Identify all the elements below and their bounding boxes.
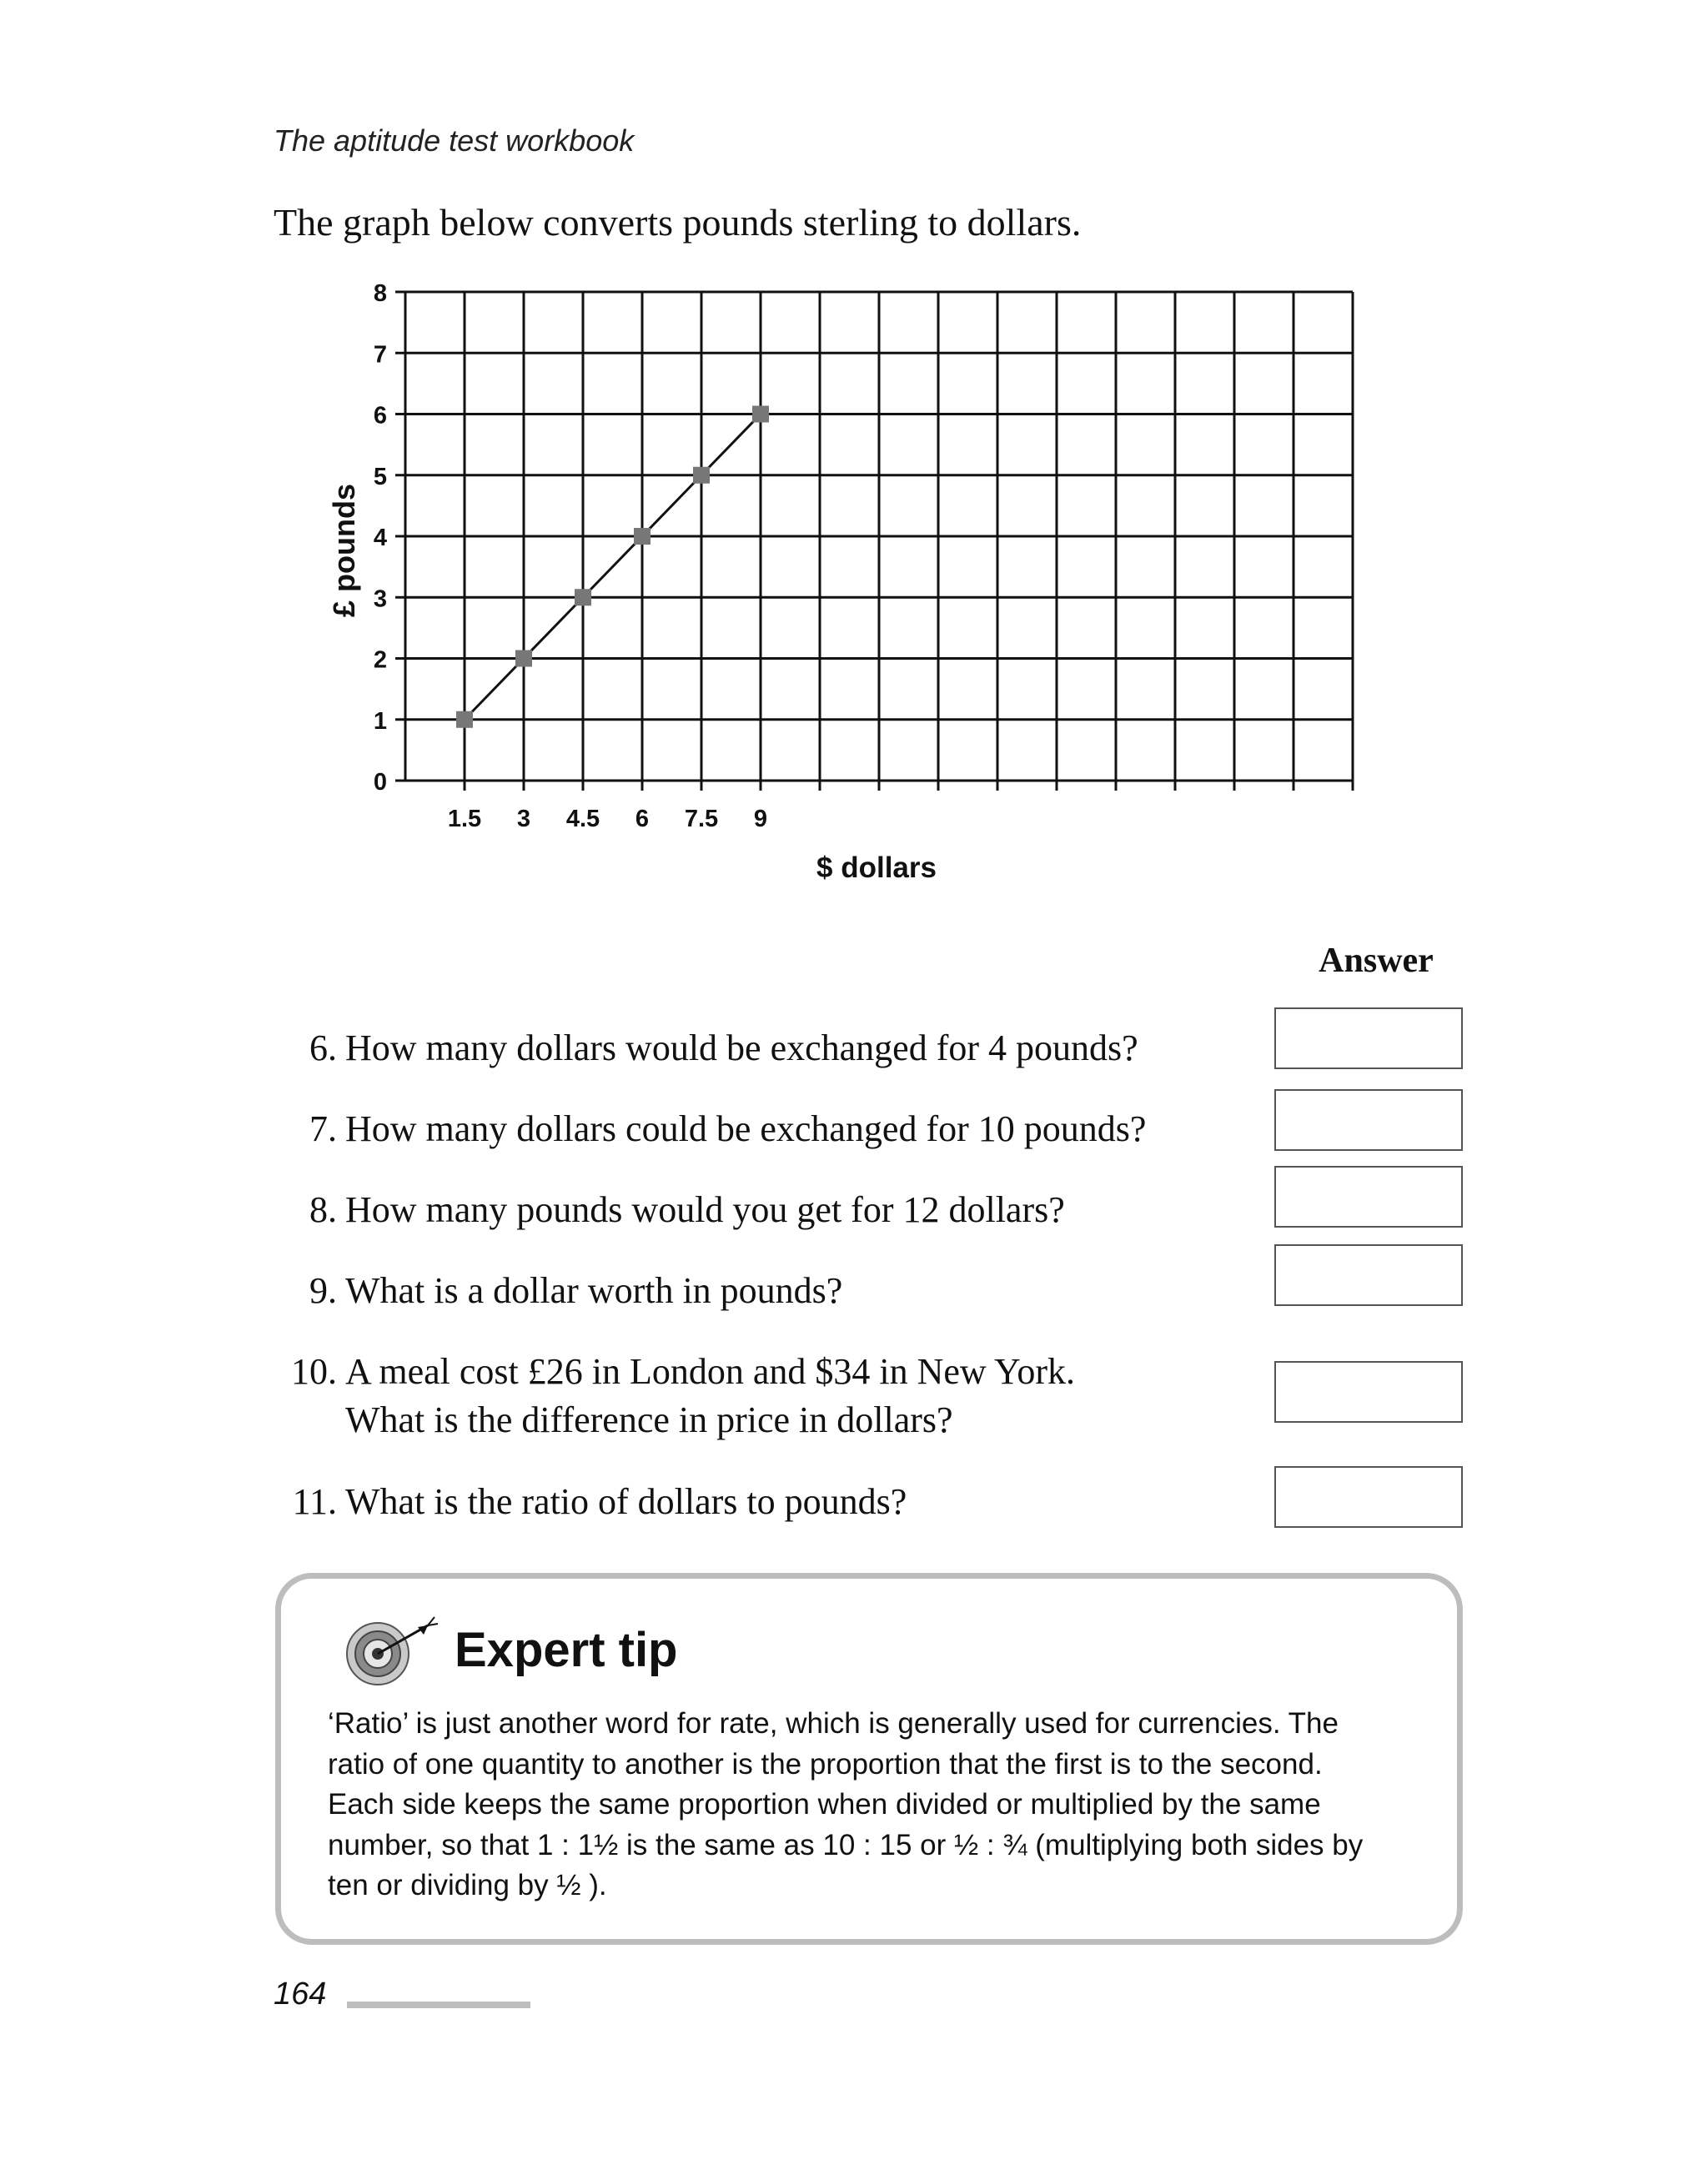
chart-series (456, 406, 769, 728)
x-tick-label: 7.5 (684, 806, 719, 832)
chart-y-axis-label: £ pounds (327, 484, 361, 617)
question-text: How many pounds would you get for 12 dollars? (345, 1189, 1065, 1230)
y-tick-label: 0 (373, 769, 387, 796)
tip-line: ten or dividing by ½ ). (328, 1869, 607, 1901)
question-number: 8. (309, 1189, 337, 1230)
intro-text: The graph below converts pounds sterling to dollars. (274, 201, 1082, 244)
question-number: 6. (309, 1027, 337, 1068)
question-text: What is the ratio of dollars to pounds? (345, 1481, 907, 1522)
question-text: What is a dollar worth in pounds? (345, 1270, 843, 1311)
data-point-marker (634, 528, 651, 545)
x-tick-label: 3 (516, 806, 531, 832)
question-text: A meal cost £26 in London and $34 in New York. (345, 1351, 1076, 1392)
footer-rule (347, 2002, 530, 2008)
question-number: 11. (292, 1481, 337, 1522)
chart-grid (405, 292, 1353, 781)
chart-ticks (374, 280, 1353, 832)
y-tick-label: 8 (373, 280, 387, 307)
tip-line: number, so that 1 : 1½ is the same as 10 : 15 or ½ : ¾ (multiplying both sides by (328, 1828, 1364, 1861)
question-11 (274, 1478, 1258, 1526)
expert-tip-box (275, 1573, 1463, 1945)
question-text: How many dollars could be exchanged for 10 pounds? (345, 1108, 1147, 1149)
answer-box-10[interactable] (1274, 1361, 1463, 1423)
tip-line: ratio of one quantity to another is the proportion that the first is to the second. (328, 1747, 1323, 1781)
x-tick-label: 1.5 (447, 806, 482, 832)
x-tick-label: 9 (753, 806, 768, 832)
y-tick-label: 6 (373, 402, 387, 429)
data-point-marker (752, 406, 769, 423)
y-tick-label: 4 (373, 525, 387, 551)
page-number: 164 (274, 1977, 327, 2012)
y-tick-label: 7 (373, 341, 387, 369)
y-tick-label: 5 (373, 463, 387, 490)
series-line (465, 414, 761, 720)
question-text: How many dollars would be exchanged for 4 pounds? (345, 1027, 1138, 1068)
question-number: 7. (309, 1108, 337, 1149)
data-point-marker (575, 589, 591, 605)
data-point-marker (693, 467, 710, 484)
tip-line: Each side keeps the same proportion when divided or multiplied by the same (328, 1788, 1321, 1821)
answer-box-9[interactable] (1274, 1244, 1463, 1306)
question-number: 10. (291, 1351, 337, 1392)
y-tick-label: 2 (373, 646, 387, 674)
question-6 (274, 1024, 1258, 1072)
question-8 (274, 1186, 1258, 1234)
running-head: The aptitude test workbook (274, 123, 635, 158)
y-tick-label: 3 (373, 585, 387, 613)
x-tick-label: 4.5 (565, 806, 600, 832)
chart-x-axis-label: $ dollars (816, 851, 937, 884)
data-point-marker (456, 711, 473, 728)
x-tick-label: 6 (635, 806, 650, 832)
question-9 (274, 1267, 1258, 1315)
question-number: 9. (309, 1270, 337, 1311)
question-text-line-2: What is the difference in price in dollars? (345, 1399, 953, 1440)
question-10 (274, 1348, 1258, 1396)
answer-box-6[interactable] (1274, 1007, 1463, 1069)
answer-box-11[interactable] (1274, 1466, 1463, 1528)
question-7 (274, 1105, 1258, 1153)
conversion-chart (0, 0, 1708, 917)
answer-box-7[interactable] (1274, 1089, 1463, 1151)
data-point-marker (515, 650, 532, 667)
answer-heading: Answer (1319, 942, 1434, 980)
tip-line: ‘Ratio’ is just another word for rate, which is generally used for currencies. The (328, 1707, 1339, 1740)
tip-body (328, 1704, 1437, 1906)
y-tick-label: 1 (373, 707, 387, 735)
tip-title: Expert tip (455, 1623, 678, 1677)
answer-box-8[interactable] (1274, 1166, 1463, 1228)
target-icon (341, 1612, 441, 1691)
